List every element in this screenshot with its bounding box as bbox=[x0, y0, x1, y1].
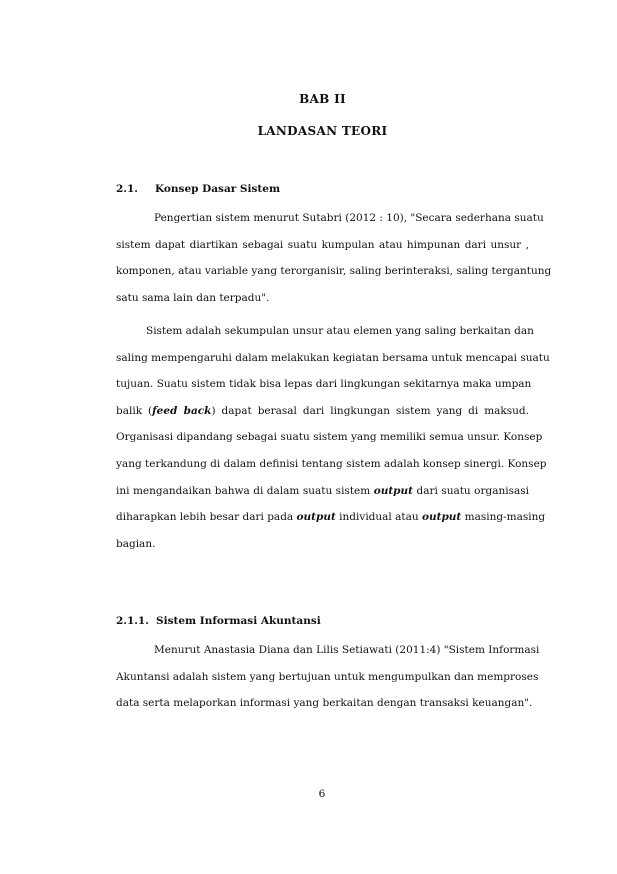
paragraph-line: Akuntansi adalah sistem yang bertujuan untuk mengumpulkan dan memproses bbox=[116, 670, 539, 683]
paragraph-line: diharapkan lebih besar dari pada output individual atau output masing-masing bbox=[116, 511, 546, 524]
section-number: 2.1. bbox=[116, 183, 138, 195]
paragraph-system-concept bbox=[116, 318, 550, 557]
paragraph-line: ini mengandaikan bahwa di dalam suatu sistem output dari suatu organisasi bbox=[116, 484, 529, 497]
paragraph-line: Pengertian sistem menurut Sutabri (2012 : 10), "Secara sederhana suatu bbox=[154, 212, 544, 224]
paragraph-line: data serta melaporkan informasi yang berkaitan dengan transaksi keuangan". bbox=[116, 697, 533, 710]
paragraph-line: balik (feed back) dapat berasal dari lingkungan sistem yang di maksud. bbox=[116, 404, 529, 417]
section-heading-2-1-1 bbox=[116, 615, 321, 627]
paragraph-definition-sutabri bbox=[116, 205, 552, 311]
section-heading-2-1 bbox=[116, 183, 281, 195]
section-title: Sistem Informasi Akuntansi bbox=[156, 615, 321, 627]
section-number: 2.1.1. bbox=[116, 615, 149, 627]
page-number: 6 bbox=[318, 788, 326, 800]
paragraph-line: tujuan. Suatu sistem tidak bisa lepas dari lingkungan sekitarnya maka umpan bbox=[116, 378, 532, 391]
paragraph-line: saling mempengaruhi dalam melakukan kegiatan bersama untuk mencapai suatu bbox=[116, 351, 550, 364]
paragraph-sia-definition bbox=[116, 637, 540, 717]
chapter-title: LANDASAN TEORI bbox=[257, 124, 388, 138]
paragraph-line: Sistem adalah sekumpulan unsur atau elemen yang saling berkaitan dan bbox=[146, 325, 534, 337]
paragraph-line: sistem dapat diartikan sebagai suatu kumpulan atau himpunan dari unsur , bbox=[116, 238, 529, 251]
paragraph-line: satu sama lain dan terpadu". bbox=[116, 291, 270, 304]
chapter-number: BAB II bbox=[299, 92, 346, 106]
paragraph-line: Organisasi dipandang sebagai suatu sistem yang memiliki semua unsur. Konsep bbox=[116, 431, 543, 444]
section-title: Konsep Dasar Sistem bbox=[155, 183, 281, 195]
paragraph-line: bagian. bbox=[116, 537, 156, 550]
paragraph-line: yang terkandung di dalam definisi tentang sistem adalah konsep sinergi. Konsep bbox=[116, 457, 547, 470]
paragraph-line: komponen, atau variable yang terorganisir, saling berinteraksi, saling tergantung bbox=[116, 265, 552, 278]
paragraph-line: Menurut Anastasia Diana dan Lilis Setiawati (2011:4) "Sistem Informasi bbox=[154, 644, 540, 656]
